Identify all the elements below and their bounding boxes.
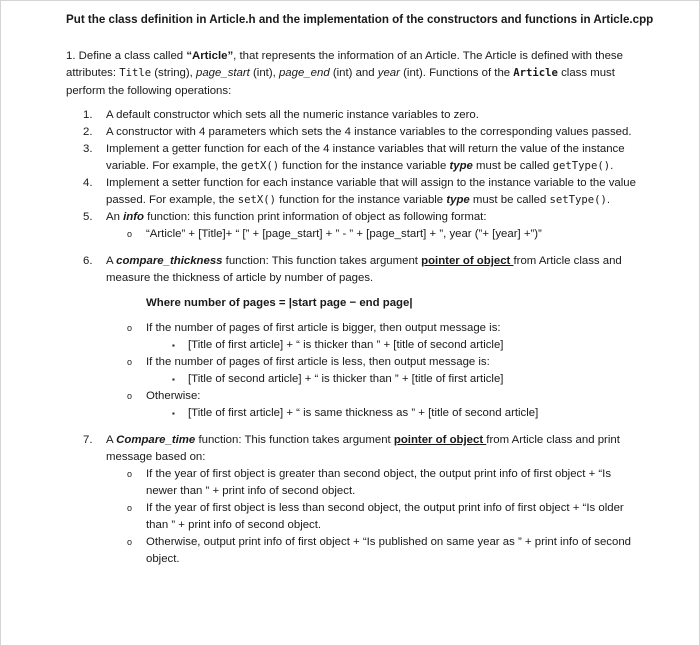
item-number: 2.: [83, 126, 93, 138]
item-text: function: this function print information of object as following format:: [143, 211, 487, 223]
item-text: A constructor with 4 parameters which sets the 4 instance variables to the corresponding values passed.: [106, 126, 632, 138]
sub-sub-list-item: [0, 371, 640, 388]
function-name: getType(): [552, 160, 611, 172]
list-item: [0, 107, 640, 124]
function-name: getX(): [240, 160, 280, 172]
item-number: 1.: [83, 109, 93, 121]
pages-formula: Where number of pages = |start page − end page|: [146, 297, 413, 309]
output-text: [Title of first article] + “ is thicker than ” + [title of second article]: [188, 339, 504, 351]
square-bullet-icon: ▪: [172, 341, 175, 350]
list-item: [0, 124, 640, 141]
sub-list: [106, 320, 640, 422]
list-item: [0, 253, 640, 422]
circle-bullet-icon: o: [127, 537, 133, 547]
item-text: function: This function takes argument: [222, 255, 422, 267]
attr-page-start: page_start: [196, 67, 250, 80]
operations-list: [0, 107, 640, 568]
sub-sub-list: [146, 371, 640, 388]
item-text: from Article class and measure the thickness of article by number of pages.: [106, 255, 622, 284]
variable-name: type: [449, 160, 473, 172]
sub-list-item: [0, 226, 640, 243]
intro-text: (int),: [249, 67, 279, 80]
function-name: Compare_time: [116, 434, 196, 446]
item-text: A: [106, 255, 117, 267]
circle-bullet-icon: o: [127, 357, 133, 367]
item-number: 7.: [83, 434, 93, 446]
spacer: [0, 422, 640, 432]
item-text: must be called: [472, 160, 553, 172]
pointer-of-object-text: pointer of object: [393, 434, 487, 446]
intro-text: class must perform the following operations:: [66, 67, 615, 97]
spacer: [0, 243, 640, 253]
circle-bullet-icon: o: [127, 391, 133, 401]
condition-text: If the number of pages of first article is bigger, then output message is:: [146, 322, 501, 334]
item-text: An: [106, 211, 124, 223]
format-text: “Article” + [Title]+ “ [” + [page_start] + ” - ” + [page_start] + ”, year (”+ [year] +”)”: [146, 228, 542, 240]
item-text: A default constructor which sets all the numeric instance variables to zero.: [106, 109, 479, 121]
item-text: function: This function takes argument: [195, 434, 394, 446]
variable-name: type: [446, 194, 470, 206]
sub-sub-list: [146, 405, 640, 422]
sub-list-item: [0, 500, 640, 534]
sub-list: [106, 226, 640, 243]
square-bullet-icon: ▪: [172, 375, 175, 384]
condition-text: If the year of first object is less than second object, the output print info of first object + “Is older than ” + print info of second object.: [146, 502, 624, 531]
item-text: Implement a getter function for each of the 4 instance variables that will return the value of the instance variable. For example, the: [106, 143, 625, 172]
sub-sub-list-item: [0, 337, 640, 354]
sub-list-item: [0, 534, 640, 568]
function-name: compare_thickness: [116, 255, 223, 267]
sub-list: [106, 466, 640, 568]
list-item: [0, 175, 640, 209]
condition-text: If the number of pages of first article is less, then output message is:: [146, 356, 490, 368]
class-name: Article: [513, 67, 558, 80]
attr-page-end: page_end: [278, 67, 330, 80]
intro-text: 1. Define a class called: [66, 50, 187, 62]
item-text: function for the instance variable: [275, 194, 447, 206]
sub-sub-list-item: [0, 405, 640, 422]
attr-title: Title: [119, 67, 152, 80]
attr-year: year: [377, 67, 400, 80]
sub-list-item: [0, 466, 640, 500]
function-name: setType(): [549, 194, 607, 206]
intro-paragraph: [66, 48, 646, 100]
item-text: .: [606, 194, 611, 206]
list-item: [0, 141, 640, 175]
item-text: A: [106, 434, 117, 446]
list-item: [0, 209, 640, 243]
sub-list-item: [0, 354, 640, 388]
function-name: info: [123, 211, 144, 223]
pointer-of-object-text: pointer of object: [421, 255, 514, 267]
list-item: [0, 432, 640, 568]
item-text: Implement a setter function for each instance variable that will assign to the instance variable to the value passed. For example, the: [106, 177, 636, 206]
condition-text: Otherwise:: [146, 390, 201, 402]
condition-text: If the year of first object is greater than second object, the output print info of first object + “Is newer than ” + print info of second object.: [146, 468, 612, 497]
circle-bullet-icon: o: [127, 323, 133, 333]
sub-sub-list: [146, 337, 640, 354]
intro-text: (int). Functions of the: [399, 67, 514, 80]
output-text: [Title of first article] + “ is same thickness as ” + [title of second article]: [188, 407, 539, 419]
item-number: 3.: [83, 143, 93, 155]
condition-text: Otherwise, output print info of first object + “Is published on same year as ” + print info of second object.: [146, 536, 631, 565]
page-title: Put the class definition in Article.h and the implementation of the constructors and functions in Article.cpp: [66, 13, 654, 26]
intro-text: , that represents the information of an Article. The Article is defined with these attributes:: [66, 50, 623, 80]
function-name: setX(): [237, 194, 276, 206]
item-number: 4.: [83, 177, 93, 189]
sub-list-item: [0, 320, 640, 354]
item-number: 5.: [83, 211, 93, 223]
item-text: must be called: [469, 194, 550, 206]
circle-bullet-icon: o: [127, 469, 133, 479]
sub-list-item: [0, 388, 640, 422]
output-text: [Title of second article] + “ is thicker than ” + [title of first article]: [188, 373, 504, 385]
item-text: from Article class and print message based on:: [106, 434, 620, 463]
circle-bullet-icon: o: [127, 229, 133, 239]
item-number: 6.: [83, 255, 93, 267]
item-text: function for the instance variable: [279, 160, 450, 172]
class-name: “Article”: [186, 50, 234, 62]
intro-text: (int) and: [329, 67, 378, 80]
item-text: .: [610, 160, 614, 172]
intro-text: (string),: [151, 67, 197, 80]
circle-bullet-icon: o: [127, 503, 133, 513]
square-bullet-icon: ▪: [172, 409, 175, 418]
